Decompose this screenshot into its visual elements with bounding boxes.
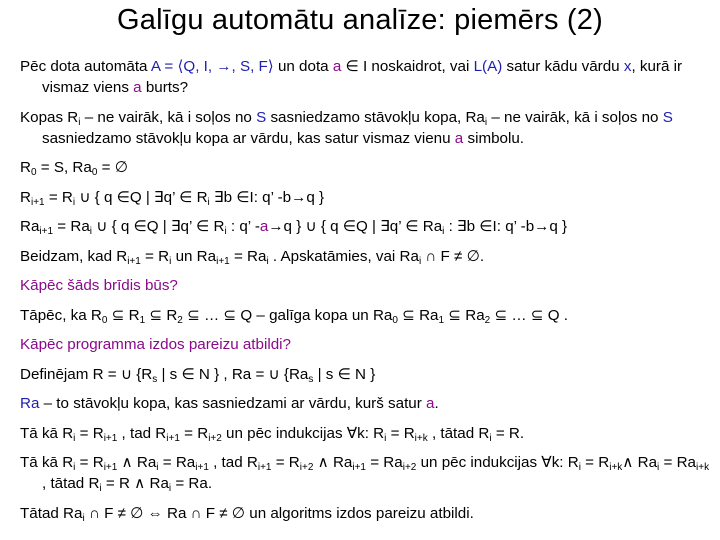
r-step-formula bbox=[20, 187, 712, 208]
subscript: i bbox=[207, 196, 210, 208]
text: sasniedzamo stāvokļu kopa, Ra bbox=[266, 108, 485, 126]
text: = R bbox=[179, 424, 209, 442]
subscript: i+k bbox=[414, 432, 428, 444]
subscript: i+1 bbox=[352, 462, 366, 473]
text: Beidzam, kad R bbox=[20, 247, 128, 265]
subscript: s bbox=[152, 373, 158, 385]
subscript: 0 bbox=[30, 167, 37, 178]
subscript: i+1 bbox=[195, 462, 209, 473]
text: ⊆ … ⊆ Q . bbox=[490, 306, 569, 324]
text: →q } ∪ { q ∈Q | ∃q’ ∈ Ra bbox=[268, 218, 443, 235]
termination-reason bbox=[20, 305, 712, 326]
subscript: i bbox=[442, 226, 445, 237]
text: | s ∈ N } bbox=[313, 365, 376, 383]
subscript: i+1 bbox=[103, 432, 118, 444]
text: un pēc indukcijas ∀k: R bbox=[221, 424, 385, 442]
text: = S, Ra bbox=[36, 159, 92, 176]
subscript: i bbox=[78, 116, 81, 128]
text: Definējam R = ∪ {R bbox=[20, 365, 153, 383]
text: , tad R bbox=[117, 424, 167, 442]
text: , kurā ir vismaz viens bbox=[42, 58, 687, 96]
text: = Ra bbox=[366, 454, 403, 471]
subscript: 0 bbox=[101, 314, 108, 326]
subscript: i bbox=[489, 432, 492, 444]
text: Tātad Ra bbox=[20, 504, 83, 522]
text: = Ra bbox=[659, 454, 697, 471]
subscript: i bbox=[156, 462, 159, 473]
subscript: i bbox=[224, 226, 227, 237]
symbol-a: a bbox=[259, 218, 269, 235]
text: ∃b ∈I: q’ -b→q } bbox=[209, 188, 325, 206]
subscript: i+1 bbox=[216, 255, 230, 267]
text: sasniedzamo stāvokļu kopa ar vārdu, kas satur vismaz vienu bbox=[42, 108, 678, 147]
text: = R bbox=[580, 454, 610, 471]
text: burts? bbox=[141, 79, 189, 96]
subscript: i bbox=[169, 255, 172, 267]
symbol-a: a bbox=[332, 58, 342, 75]
subscript: i+1 bbox=[166, 432, 180, 444]
word-x: x bbox=[623, 58, 632, 75]
text: = R bbox=[140, 247, 170, 265]
union-definition bbox=[20, 364, 712, 385]
induction-r-ra bbox=[20, 452, 712, 494]
text: ∩ F ≠ ∅ ⇔ Ra ∩ F ≠ ∅ un algoritms izdos pareizu atbildi. bbox=[84, 504, 474, 522]
subscript: 2 bbox=[177, 314, 183, 326]
text: = R ∧ Ra bbox=[101, 475, 169, 492]
subscript: i+2 bbox=[299, 462, 314, 473]
subscript: i bbox=[418, 255, 422, 267]
symbol-a: a bbox=[426, 395, 435, 412]
automaton-definition: A = ⟨Q, I, →, S, F⟩ bbox=[150, 58, 274, 75]
subscript: 0 bbox=[91, 167, 98, 178]
text: ∪ { q ∈Q | ∃q’ ∈ R bbox=[75, 188, 208, 206]
subscript: i+k bbox=[696, 462, 710, 473]
subscript: 1 bbox=[139, 314, 146, 326]
text: ⊆ R bbox=[107, 306, 140, 324]
text: : q’ - bbox=[226, 218, 260, 235]
text: = R bbox=[75, 424, 104, 442]
conclusion bbox=[20, 503, 712, 524]
text: Ra bbox=[20, 218, 40, 235]
subscript: i bbox=[266, 255, 269, 267]
symbol-a: a bbox=[133, 79, 142, 96]
text: ⊆ Ra bbox=[444, 306, 485, 324]
text: = R bbox=[271, 454, 300, 471]
text: Kopas R bbox=[20, 108, 79, 126]
text: – ne vairāk, kā i soļos no bbox=[80, 108, 257, 126]
text: R bbox=[20, 188, 31, 206]
question-correctness: Kāpēc programma izdos pareizu atbildi? bbox=[20, 336, 291, 353]
text: Pēc dota automāta bbox=[20, 58, 151, 75]
text: ⊆ R bbox=[145, 306, 178, 324]
text: = ∅ bbox=[97, 159, 128, 176]
subscript: i bbox=[384, 432, 387, 444]
text: = Ra bbox=[229, 247, 267, 265]
termination-condition bbox=[20, 246, 712, 267]
text: . bbox=[434, 395, 439, 412]
subscript: i bbox=[168, 483, 172, 494]
problem-statement bbox=[20, 56, 712, 98]
subscript: 2 bbox=[484, 314, 491, 326]
subscript: i bbox=[89, 226, 93, 237]
subscript: 1 bbox=[438, 314, 445, 326]
subscript: i bbox=[73, 432, 76, 444]
subscript: i+1 bbox=[127, 255, 141, 267]
ra-meaning bbox=[20, 393, 712, 414]
subscript: i+1 bbox=[103, 462, 118, 473]
text: , tad R bbox=[208, 454, 258, 471]
text: , tātad R bbox=[427, 424, 490, 442]
subscript: i bbox=[484, 116, 488, 128]
text: , tātad R bbox=[42, 454, 714, 492]
text: satur kādu vārdu bbox=[502, 58, 624, 75]
text: Tā kā R bbox=[20, 454, 74, 471]
ra-term: Ra bbox=[20, 395, 40, 412]
subscript: i bbox=[578, 462, 581, 473]
text: ⊆ … ⊆ Q – galīga kopa un Ra bbox=[182, 306, 393, 324]
ra-step-formula bbox=[20, 216, 712, 237]
question-termination: Kāpēc šāds brīdis būs? bbox=[20, 277, 178, 294]
text: = R bbox=[386, 424, 415, 442]
slide-title: Galīgu automātu analīze: piemērs (2) bbox=[117, 4, 603, 36]
text: = Ra bbox=[158, 454, 196, 471]
text: ∪ { q ∈Q | ∃q’ ∈ R bbox=[92, 218, 225, 235]
subscript: i+1 bbox=[39, 226, 54, 237]
text: ⊆ Ra bbox=[397, 306, 439, 324]
text: = Ra. bbox=[171, 475, 213, 492]
induction-r bbox=[20, 423, 712, 444]
subscript: i bbox=[72, 196, 76, 208]
subscript: i+k bbox=[609, 462, 623, 473]
subscript: i bbox=[99, 483, 102, 494]
subscript: i+1 bbox=[30, 196, 45, 208]
text: = R bbox=[75, 454, 104, 471]
text: : ∃b ∈I: q’ -b→q } bbox=[444, 218, 568, 235]
subscript: 0 bbox=[392, 314, 398, 326]
start-set-s: S bbox=[662, 108, 673, 126]
initial-sets-formula bbox=[20, 157, 712, 178]
subscript: i+1 bbox=[257, 462, 272, 473]
text: . Apskatāmies, vai Ra bbox=[268, 247, 419, 265]
text: – ne vairāk, kā i soļos no bbox=[487, 108, 663, 126]
language-la: L(A) bbox=[473, 58, 503, 75]
symbol-a: a bbox=[454, 129, 464, 147]
text: ∧ Ra bbox=[117, 454, 157, 471]
text: un dota bbox=[273, 58, 333, 75]
text: = R. bbox=[491, 424, 525, 442]
subscript: i+2 bbox=[402, 462, 417, 473]
subscript: i bbox=[657, 462, 660, 473]
text: = R bbox=[44, 188, 73, 206]
slide-body bbox=[20, 56, 712, 532]
text: ∈ I noskaidrot, vai bbox=[341, 58, 474, 75]
text: un Ra bbox=[171, 247, 217, 265]
subscript: i bbox=[73, 462, 76, 473]
text: Tāpēc, ka R bbox=[20, 306, 102, 324]
text: un pēc indukcijas ∀k: R bbox=[416, 454, 579, 471]
sets-definition bbox=[20, 107, 712, 149]
text: ∧ Ra bbox=[622, 454, 658, 471]
text: Tā kā R bbox=[20, 424, 74, 442]
text: – to stāvokļu kopa, kas sasniedzami ar vārdu, kurš satur bbox=[39, 395, 427, 412]
text: | s ∈ N } , Ra = ∪ {Ra bbox=[157, 365, 309, 383]
subscript: i+2 bbox=[208, 432, 222, 444]
subscript: i bbox=[82, 512, 85, 524]
text: ∩ F ≠ ∅. bbox=[421, 247, 485, 265]
text: = Ra bbox=[53, 218, 90, 235]
subscript: s bbox=[308, 373, 314, 385]
text: ∧ Ra bbox=[313, 454, 353, 471]
text: R bbox=[20, 159, 31, 176]
text: simbolu. bbox=[463, 129, 525, 147]
start-set-s: S bbox=[256, 108, 267, 126]
